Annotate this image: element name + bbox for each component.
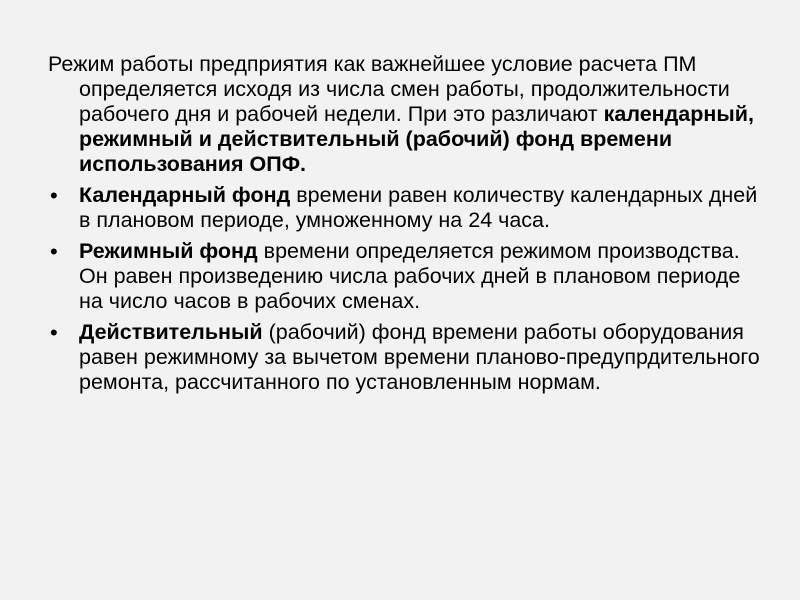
bullet-bold-term: Календарный фонд (79, 183, 291, 207)
bullet-regime-fund (48, 239, 760, 314)
bullet-actual-fund (48, 320, 760, 395)
bullet-dot-icon: • (50, 239, 58, 264)
bullet-text: времени равен количеству календарных дней в плановом периоде, умноженному на 24 часа. (79, 183, 758, 232)
slide-content (48, 52, 760, 401)
intro-text: Режим работы предприятия как важнейшее условие расчета ПМ определяется исходя из числа смен работы, продолжительности рабочего дня и рабочей недели. При это различают (48, 52, 730, 126)
bullet-bold-term: Действительный (79, 320, 263, 344)
bullet-bold-term: Режимный фонд (79, 239, 258, 263)
bullet-dot-icon: • (50, 183, 58, 208)
intro-bold-text: календарный, режимный и действительный (рабочий) фонд времени использования ОПФ. (79, 102, 754, 176)
bullet-text: времени определяется режимом производства. Он равен произведению числа рабочих дней в плановом периоде на число часов в рабочих сменах. (79, 239, 741, 313)
bullet-list (48, 183, 760, 395)
intro-paragraph (48, 52, 760, 177)
bullet-dot-icon: • (50, 320, 58, 345)
bullet-calendar-fund (48, 183, 760, 233)
bullet-text: (рабочий) фонд времени работы оборудования равен режимному за вычетом времени планово-предупрдительного ремонта, рассчитанного по установленным нормам. (79, 320, 760, 394)
